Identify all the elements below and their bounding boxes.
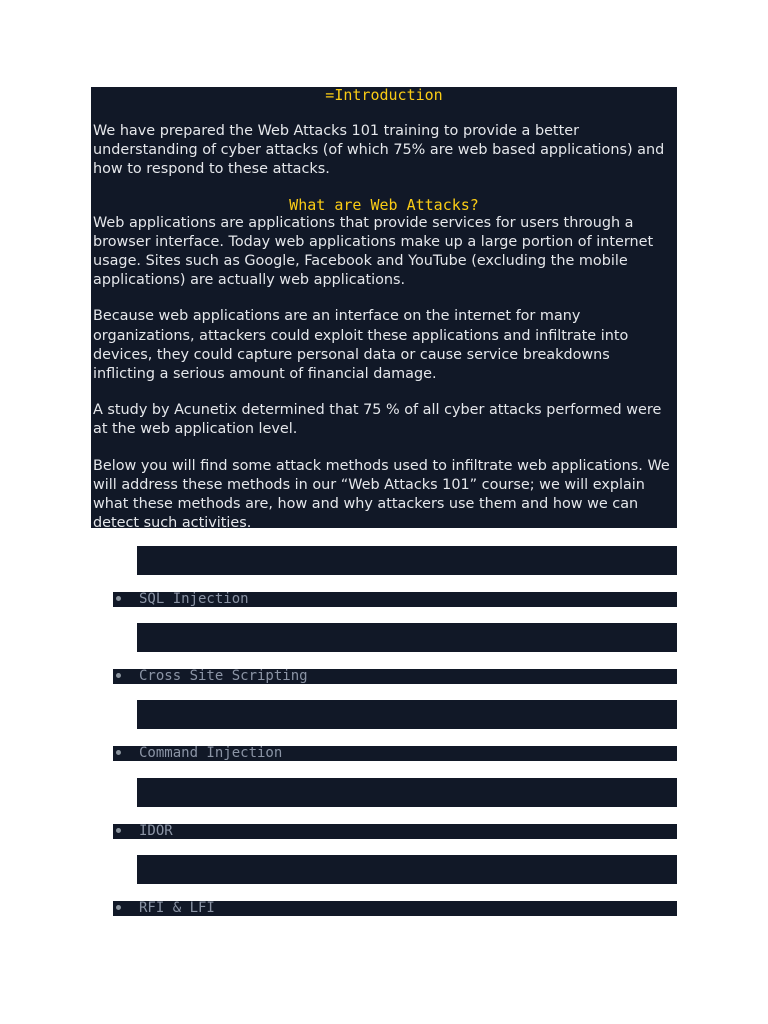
list-item-label: Cross Site Scripting — [139, 668, 308, 684]
bullet-icon — [116, 750, 121, 755]
intro-paragraph: We have prepared the Web Attacks 101 training to provide a better understanding of cyber attacks (of which 75% are web based applications) and how to respond to these attacks. — [93, 123, 665, 178]
code-block-band — [137, 623, 677, 652]
list-item — [113, 592, 677, 607]
study-paragraph: A study by Acunetix determined that 75 % of all cyber attacks performed were at the web application level. — [93, 402, 662, 438]
exploit-paragraph: Because web applications are an interface on the internet for many organizations, attackers could exploit these applications and infiltrate into devices, they could capture personal data or cause service breakdowns inflicting a serious amount of financial damage. — [93, 308, 629, 383]
list-item — [113, 746, 677, 761]
section-heading: What are Web Attacks? — [289, 195, 479, 214]
list-item-label: RFI & LFI — [139, 900, 215, 916]
list-item-label: Command Injection — [139, 745, 283, 761]
bullet-icon — [116, 673, 121, 678]
web-apps-paragraph: Web applications are applications that provide services for users through a browser interface. Today web applications make up a large portion of internet usage. Sites such as Google, Facebook and YouTube (excluding the mobile applications) are actually web applications. — [93, 214, 654, 289]
list-item — [113, 901, 677, 916]
code-block-band — [137, 700, 677, 729]
bullet-icon — [116, 596, 121, 601]
bullet-icon — [116, 828, 121, 833]
code-block-band — [137, 778, 677, 807]
list-item — [113, 669, 677, 684]
code-block-band — [137, 855, 677, 884]
introduction-section — [91, 86, 677, 532]
code-block-band — [137, 546, 677, 575]
list-item-label: SQL Injection — [139, 591, 249, 607]
list-item-label: IDOR — [139, 823, 173, 839]
list-item — [113, 824, 677, 839]
methods-paragraph: Below you will find some attack methods used to infiltrate web applications. We will address these methods in our “Web Attacks 101” course; we will explain what these methods are, how and why attackers use them and how we can detect such activities. — [93, 457, 670, 532]
page-title: =Introduction — [325, 86, 443, 104]
bullet-icon — [116, 905, 121, 910]
